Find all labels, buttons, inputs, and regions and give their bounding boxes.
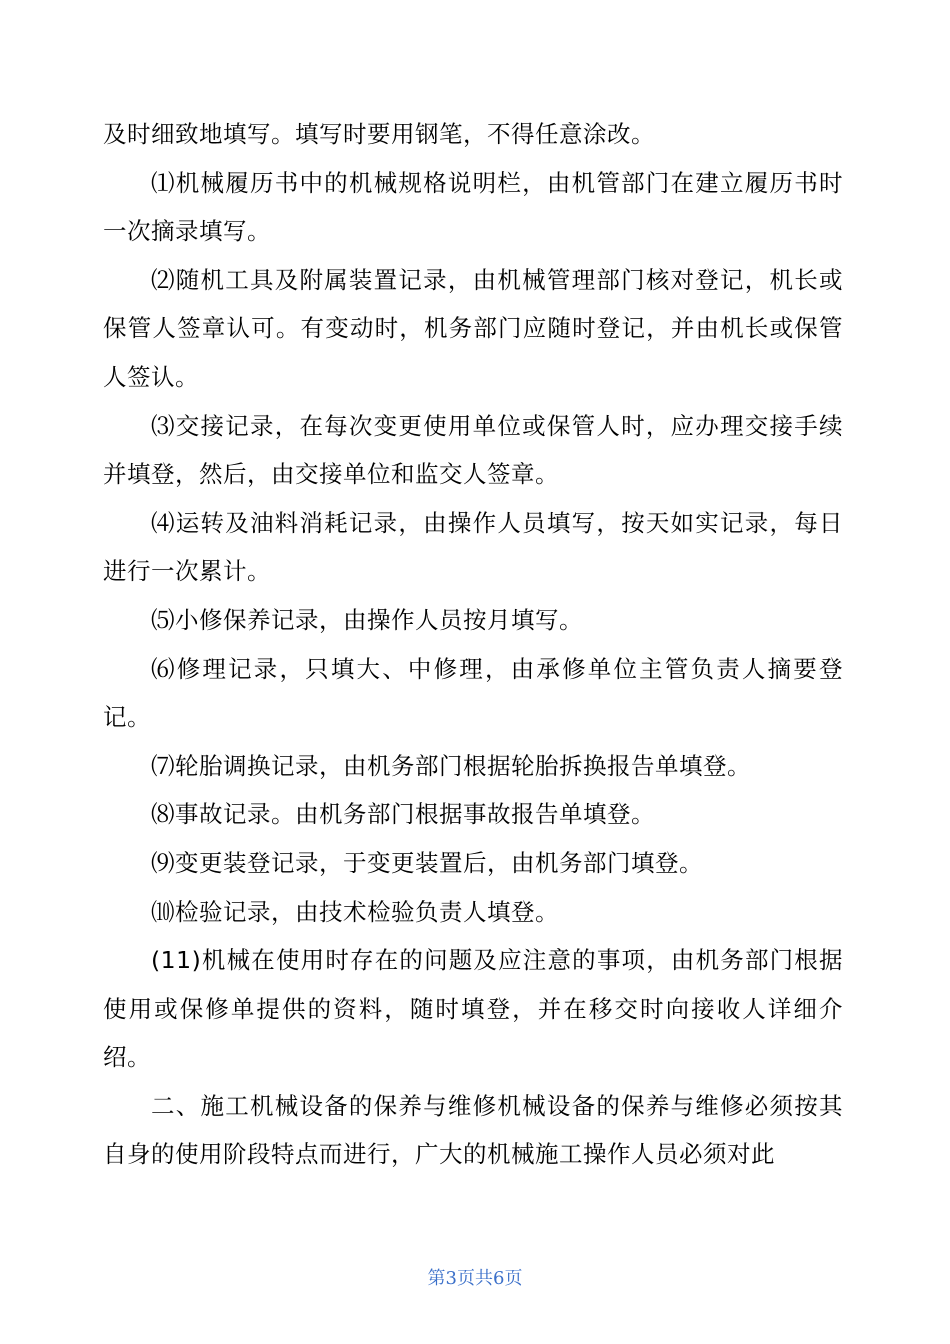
paragraph-3: ⑵随机工具及附属装置记录，由机械管理部门核对登记，机长或保管人签章认可。有变动时，机务部门应随时登记，并由机长或保管人签认。: [103, 265, 843, 391]
paragraph-11: ⑽检验记录，由技术检验负责人填登。: [151, 897, 559, 926]
paragraph-2: ⑴机械履历书中的机械规格说明栏，由机管部门在建立履历书时一次摘录填写。: [103, 168, 843, 246]
paragraph-4: ⑶交接记录，在每次变更使用单位或保管人时，应办理交接手续并填登，然后，由交接单位和监交人签章。: [103, 411, 843, 489]
paragraph-13: 二、施工机械设备的保养与维修机械设备的保养与维修必须按其自身的使用阶段特点而进行，广大的机械施工操作人员必须对此: [103, 1091, 843, 1169]
paragraph-12: (11)机械在使用时存在的问题及应注意的事项，由机务部门根据使用或保修单提供的资料，随时填登，并在移交时向接收人详细介绍。: [103, 946, 843, 1072]
document-body: [103, 110, 843, 1179]
paragraph-8: ⑺轮胎调换记录，由机务部门根据轮胎拆换报告单填登。: [151, 751, 751, 780]
paragraph-6: ⑸小修保养记录，由操作人员按月填写。: [151, 605, 583, 634]
paragraph-10: ⑼变更装登记录，于变更装置后，由机务部门填登。: [151, 848, 703, 877]
paragraph-9: ⑻事故记录。由机务部门根据事故报告单填登。: [151, 800, 655, 829]
paragraph-1: 及时细致地填写。填写时要用钢笔，不得任意涂改。: [103, 120, 655, 148]
page-number-footer: 第3页共6页: [427, 1268, 523, 1289]
paragraph-7: ⑹修理记录，只填大、中修理，由承修单位主管负责人摘要登记。: [103, 654, 843, 732]
paragraph-5: ⑷运转及油料消耗记录，由操作人员填写，按天如实记录，每日进行一次累计。: [103, 508, 843, 586]
